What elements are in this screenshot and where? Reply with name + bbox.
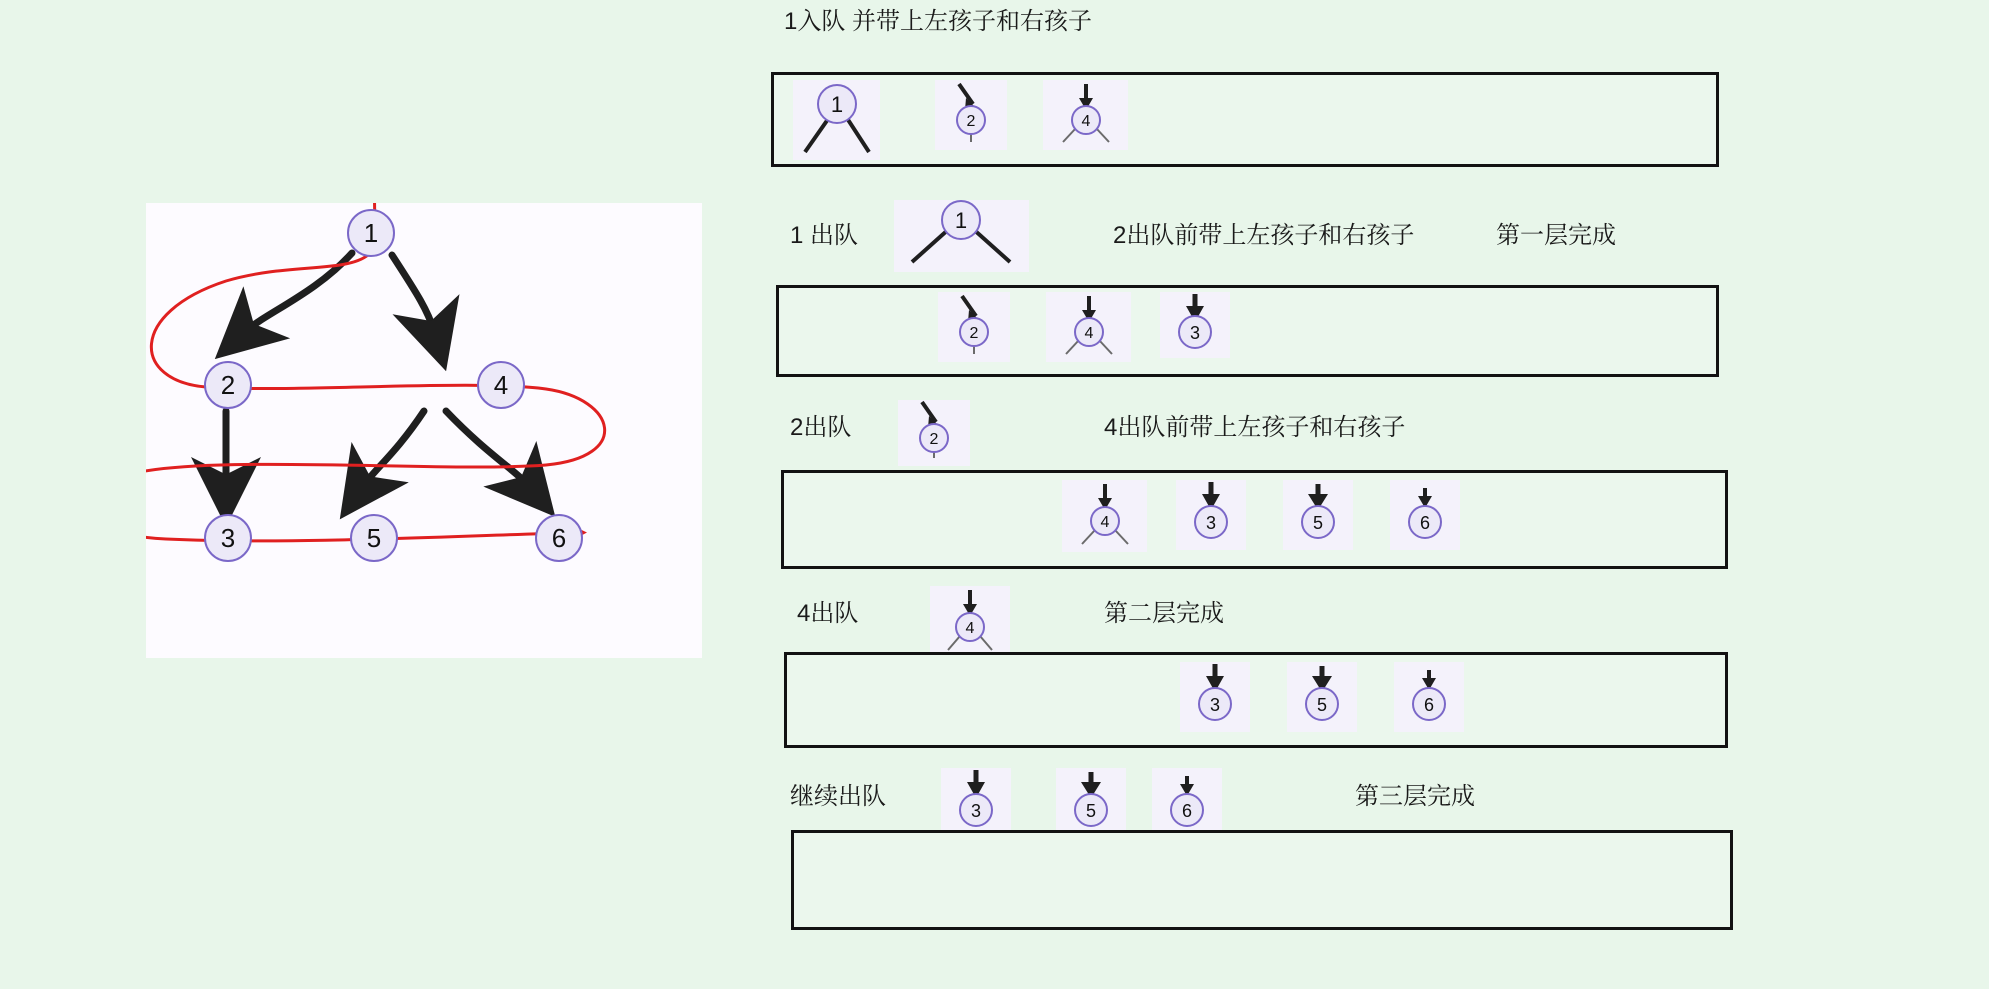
svg-text:1: 1 (830, 92, 844, 117)
svg-text:5: 5 (1312, 513, 1324, 533)
tree-node-1-label: 1 (363, 218, 379, 248)
chip-node-5-step-4 (1287, 662, 1357, 732)
tree-edges (226, 253, 528, 485)
tree-node-3 (205, 515, 251, 561)
tree-svg (146, 203, 702, 658)
chip-node-1-dequeued (894, 200, 1029, 272)
step-3-caption: 4出队前带上左孩子和右孩子 (1104, 414, 1406, 441)
chip-node-4-step-2 (1046, 292, 1131, 362)
step-5-done-label: 第三层完成 (1355, 783, 1475, 810)
binary-tree-panel (146, 203, 702, 658)
tree-node-6 (536, 515, 582, 561)
svg-text:4: 4 (1081, 113, 1091, 130)
svg-text:4: 4 (965, 620, 975, 637)
svg-text:3: 3 (1189, 323, 1201, 343)
chip-node-4-dequeued (930, 586, 1010, 658)
step-3-out-label: 2出队 (790, 414, 852, 441)
svg-text:5: 5 (1085, 801, 1097, 821)
svg-text:6: 6 (1181, 801, 1193, 821)
svg-text:4: 4 (1100, 514, 1110, 531)
svg-text:2: 2 (966, 113, 976, 130)
tree-node-5-label: 5 (366, 523, 382, 553)
tree-node-2 (205, 362, 251, 408)
svg-text:1: 1 (954, 208, 968, 233)
svg-text:4: 4 (1084, 325, 1094, 342)
step-1-caption: 1入队 并带上左孩子和右孩子 (784, 8, 1093, 35)
svg-text:6: 6 (1419, 513, 1431, 533)
svg-text:3: 3 (970, 801, 982, 821)
step-4-out-label: 4出队 (797, 600, 859, 627)
chip-node-6-step-3 (1390, 480, 1460, 550)
chip-node-5-dequeued (1056, 768, 1126, 838)
svg-text:3: 3 (1205, 513, 1217, 533)
queue-box-step-2 (776, 285, 1719, 377)
tree-node-4-label: 4 (493, 370, 509, 400)
queue-box-step-3 (781, 470, 1728, 569)
svg-text:5: 5 (1316, 695, 1328, 715)
chip-node-5-step-3 (1283, 480, 1353, 550)
step-2-out-label: 1 出队 (790, 222, 859, 249)
chip-node-6-dequeued (1152, 768, 1222, 838)
step-2-done-label: 第一层完成 (1496, 222, 1616, 249)
chip-node-4-step-1 (1043, 80, 1128, 150)
queue-box-step-1 (771, 72, 1719, 167)
step-2-caption: 2出队前带上左孩子和右孩子 (1113, 222, 1415, 249)
chip-node-4-step-3 (1062, 480, 1147, 552)
chip-node-2-step-2 (938, 292, 1010, 362)
svg-text:2: 2 (969, 325, 979, 342)
chip-node-1-step-1 (793, 80, 880, 160)
tree-node-6-label: 6 (551, 523, 567, 553)
tree-node-3-label: 3 (220, 523, 236, 553)
queue-box-step-5 (791, 830, 1733, 930)
chip-node-2-step-1 (935, 80, 1007, 150)
tree-node-1 (348, 210, 394, 256)
svg-text:2: 2 (929, 431, 939, 448)
step-4-done-label: 第二层完成 (1104, 600, 1224, 627)
chip-node-6-step-4 (1394, 662, 1464, 732)
chip-node-3-step-2 (1160, 292, 1230, 358)
queue-box-step-4 (784, 652, 1728, 748)
chip-node-3-dequeued (941, 768, 1011, 838)
tree-node-2-label: 2 (220, 370, 236, 400)
step-5-out-label: 继续出队 (790, 783, 886, 810)
chip-node-2-dequeued (898, 400, 970, 466)
tree-node-4 (478, 362, 524, 408)
tree-node-5 (351, 515, 397, 561)
chip-node-3-step-3 (1176, 480, 1246, 550)
svg-text:3: 3 (1209, 695, 1221, 715)
chip-node-3-step-4 (1180, 662, 1250, 732)
svg-text:6: 6 (1423, 695, 1435, 715)
